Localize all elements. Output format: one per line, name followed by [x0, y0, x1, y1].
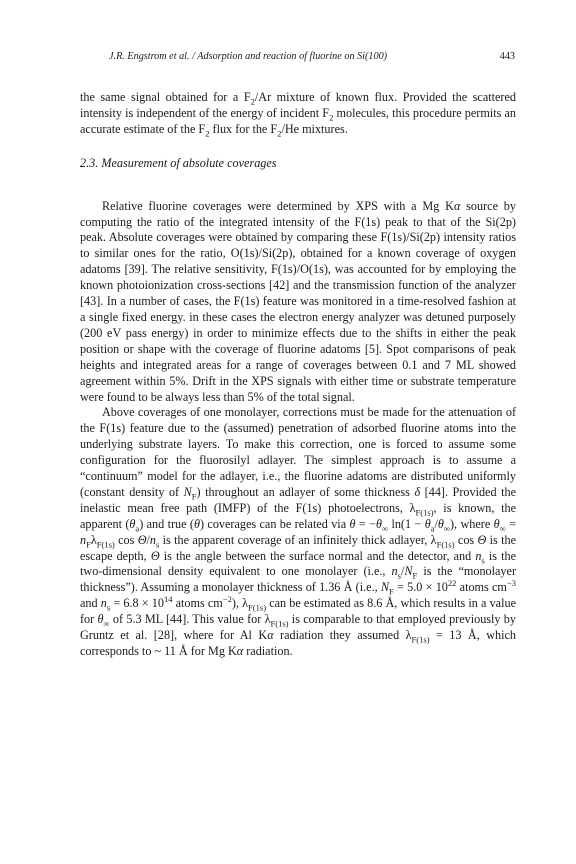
running-head: [109, 50, 515, 64]
section-heading: 2.3. Measurement of absolute coverages: [80, 155, 277, 170]
paragraph-attenuation-correction: Above coverages of one monolayer, corrections must be made for the attenuation of the F(1s) feature due to the (assumed) penetration of adsorbed fluorine atoms into the underlying substrate layers. To make this correction, one is forced to assume some configuration for the fluorosilyl adlayer. The simplest approach is to assume a “continuum” model for the adlayer, i.e., the fluorine adatoms are distributed uniformly (constant density of $N_F$) throughout an adlayer of some thickness δ [44]. Provided the inelastic mean free path (IMFP) of the F(1s) photoelectrons, $\lambda_{F(1s)}$, is known, the apparent $(\theta_a)$ and true (θ) coverages can be related via $\theta = -\theta_\infty$ $\ln(1 - \theta_a/\theta_\infty)$, where $\theta_\infty = n_F\lambda_{F(1s)}$ $\cos \Theta/n_s$ is the apparent coverage of an infinitely thick adlayer, $\lambda_{F(1s)}$ cos Θ is the escape depth, Θ is the angle between the surface normal and the detector, and $n_s$ is the two-dimensional density equivalent to one monolayer (i.e., $n_s/N_F$ is the “monolayer thickness”). Assuming a monolayer thickness of 1.36 Å (i.e., $N_F = 5.0 \times 10^{22}$ atoms $cm^{-3}$ and $n_s = 6.8 \times 10^{14}$ atoms $cm^{-2}$), $\lambda_{F(1s)}$ can be estimated as 8.6 Å, which results in a value for $\theta_\infty$ of 5.3 ML [44]. This value for $\lambda_{F(1s)}$ is comparable to that employed previously by Gruntz et al. [28], where for Al Kα radiation they assumed $\lambda_{F(1s)} = 13$ Å, which corresponds to ~ 11 Å for Mg Kα radiation.: [80, 405, 516, 658]
article-body: [80, 90, 516, 660]
paragraph-flux-calibration: the same signal obtained for a $F_2/Ar$ mixture of known flux. Provided the scattered intensity is independent of the energy of incident $F_2$ molecules, this procedure permits an accurate estimate of the $F_2$ flux for the $F_2/He$ mixtures.: [80, 90, 516, 139]
page-number: 443: [499, 51, 515, 62]
running-head-separator: /: [189, 51, 198, 62]
running-head-authors: J.R. Engstrom et al.: [109, 51, 190, 62]
running-head-title: Adsorption and reaction of fluorine on Si(100): [197, 51, 388, 62]
paragraph-relative-coverages: Relative fluorine coverages were determined by XPS with a Mg Kα source by computing the ratio of the integrated intensity of the F(1s) peak to that of the Si(2p) peak. Absolute coverages were obtained by comparing these F(1s)/Si(2p) intensity ratios to similar ones for the ratio, O(1s)/Si(2p), obtained for a known coverage of oxygen adatoms [39]. The relative sensitivity, F(1s)/O(1s), was accounted for by employing the known photoionization cross-sections [42] and the transmission function of the analyzer [43]. In a number of cases, the F(1s) feature was monitored in a time-resolved fashion at a single fixed energy. in these cases the electron energy analyzer was detuned purposely (200 eV pass energy) in order to minimize effects due to the shifts in either the peak position or shape with the coverage of fluorine adatoms [5]. Spot comparisons of peak heights and integrated areas for a range of coverages between 0.1 and 7 ML showed agreement within 5%. Drift in the XPS signals with either time or substrate temperature were found to be always less than 5% of the total signal.: [80, 198, 516, 404]
